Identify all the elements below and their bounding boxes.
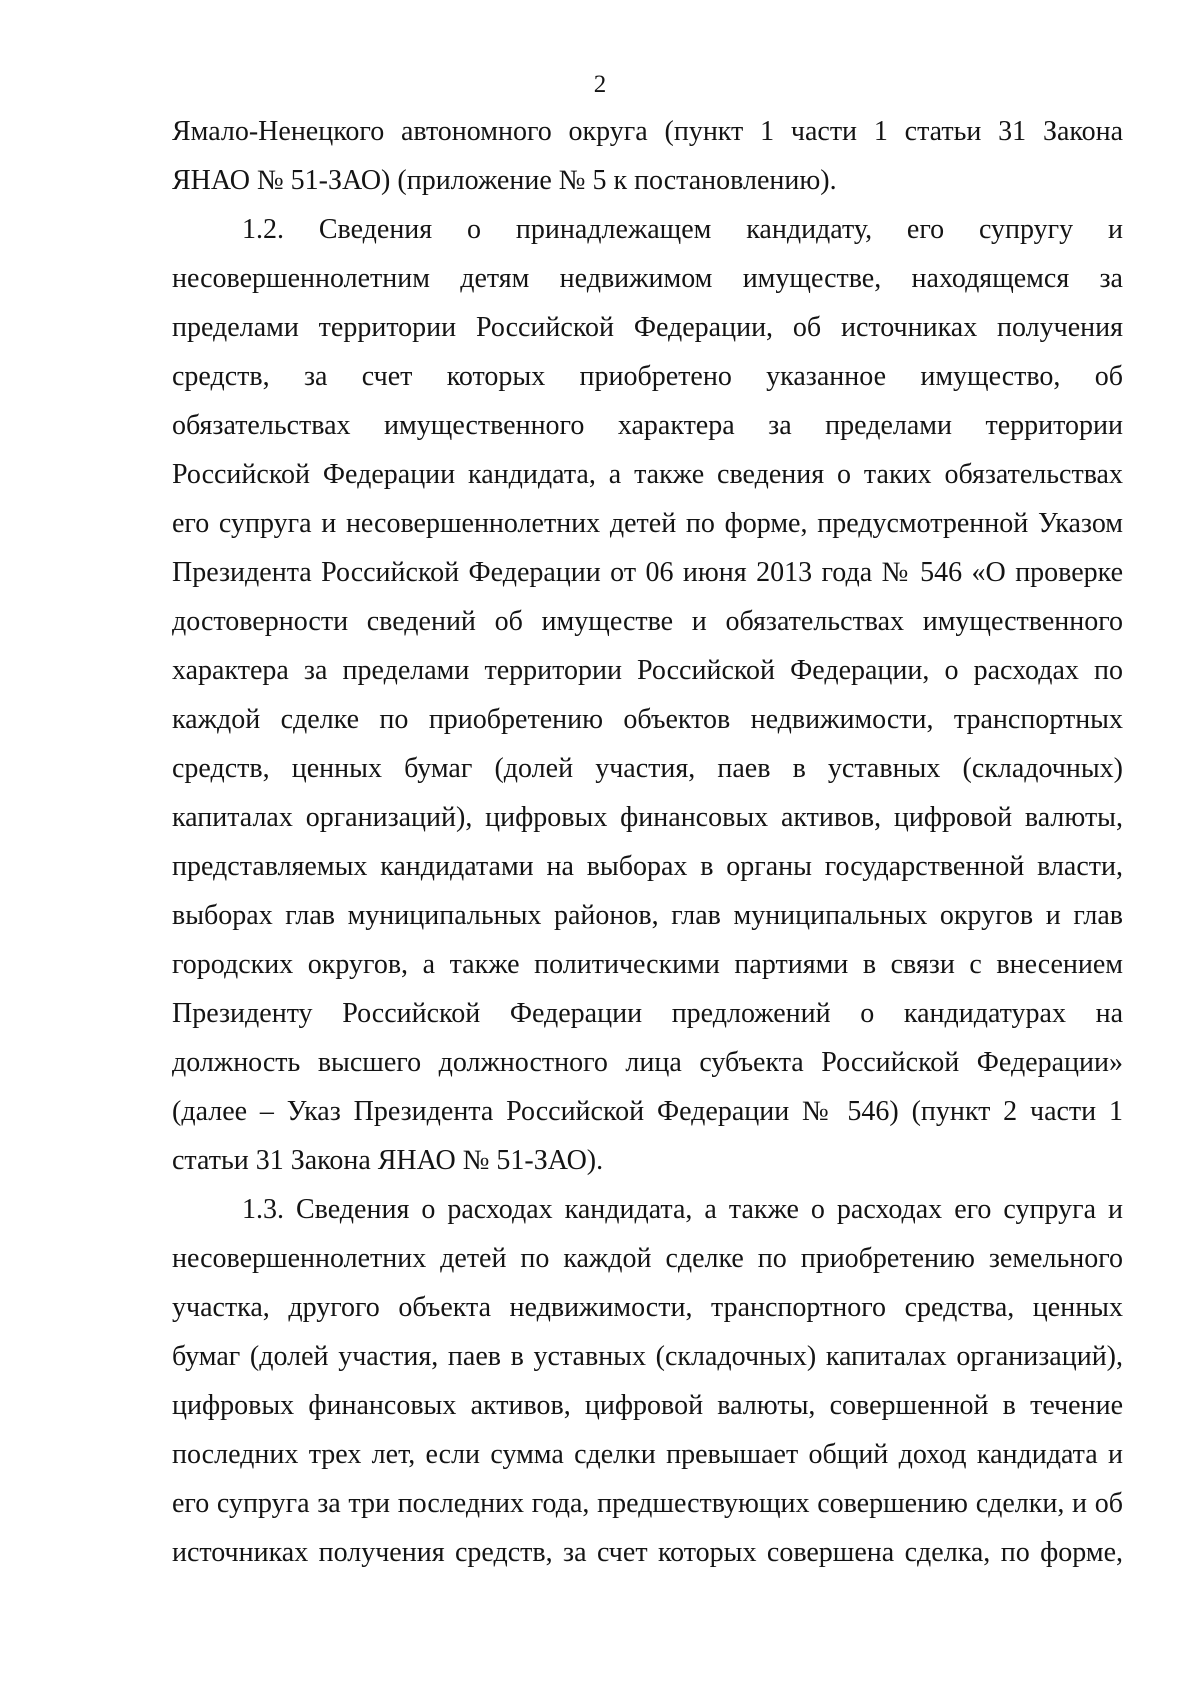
page-number: 2 [593,71,607,98]
text-line: Российской Федерации кандидата, а также сведения о таких обязательствах [172,459,1123,490]
text-line: 1.3. Сведения о расходах кандидата, а также о расходах его супруга и [242,1194,1123,1225]
text-line: Ямало-Ненецкого автономного округа (пункт 1 части 1 статьи 31 Закона [172,116,1123,147]
text-line: статьи 31 Закона ЯНАО № 51-ЗАО). [172,1145,604,1176]
text-line: его супруга за три последних года, предшествующих совершению сделки, и об [172,1488,1123,1519]
text-line: цифровых финансовых активов, цифровой валюты, совершенной в течение [172,1390,1123,1421]
text-line: участка, другого объекта недвижимости, транспортного средства, ценных [172,1292,1123,1323]
text-line: последних трех лет, если сумма сделки превышает общий доход кандидата и [172,1439,1123,1470]
text-line: пределами территории Российской Федерации, об источниках получения [172,312,1123,343]
text-line: выборах глав муниципальных районов, глав муниципальных округов и глав [172,900,1123,931]
text-line: каждой сделке по приобретению объектов недвижимости, транспортных [172,704,1123,735]
text-line: бумаг (долей участия, паев в уставных (складочных) капиталах организаций), [172,1341,1123,1372]
text-line: должность высшего должностного лица субъекта Российской Федерации» [172,1047,1123,1078]
text-line: ЯНАО № 51-ЗАО) (приложение № 5 к постановлению). [172,165,837,196]
paragraph-1-3 [172,1185,1123,1577]
text-line: несовершеннолетних детей по каждой сделке по приобретению земельного [172,1243,1123,1274]
text-line: (далее – Указ Президента Российской Федерации № 546) (пункт 2 части 1 [172,1096,1123,1127]
text-line: средств, ценных бумаг (долей участия, паев в уставных (складочных) [172,753,1123,784]
text-line: несовершеннолетним детям недвижимом имуществе, находящемся за [172,263,1123,294]
text-line: характера за пределами территории Российской Федерации, о расходах по [172,655,1123,686]
text-line: обязательствах имущественного характера за пределами территории [172,410,1123,441]
text-line: городских округов, а также политическими партиями в связи с внесением [172,949,1123,980]
text-line: представляемых кандидатами на выборах в органы государственной власти, [172,851,1123,882]
text-line: источниках получения средств, за счет которых совершена сделка, по форме, [172,1537,1123,1568]
document-body [172,107,1123,1577]
text-line: Президенту Российской Федерации предложений о кандидатурах на [172,998,1123,1029]
text-line: Президента Российской Федерации от 06 июня 2013 года № 546 «О проверке [172,557,1123,588]
text-line: 1.2. Сведения о принадлежащем кандидату, его супругу и [242,214,1123,245]
paragraph-1-2 [172,205,1123,1185]
paragraph-continuation [172,107,1123,205]
text-line: его супруга и несовершеннолетних детей по форме, предусмотренной Указом [172,508,1123,539]
text-line: капиталах организаций), цифровых финансовых активов, цифровой валюты, [172,802,1123,833]
text-line: средств, за счет которых приобретено указанное имущество, об [172,361,1123,392]
text-line: достоверности сведений об имуществе и обязательствах имущественного [172,606,1123,637]
